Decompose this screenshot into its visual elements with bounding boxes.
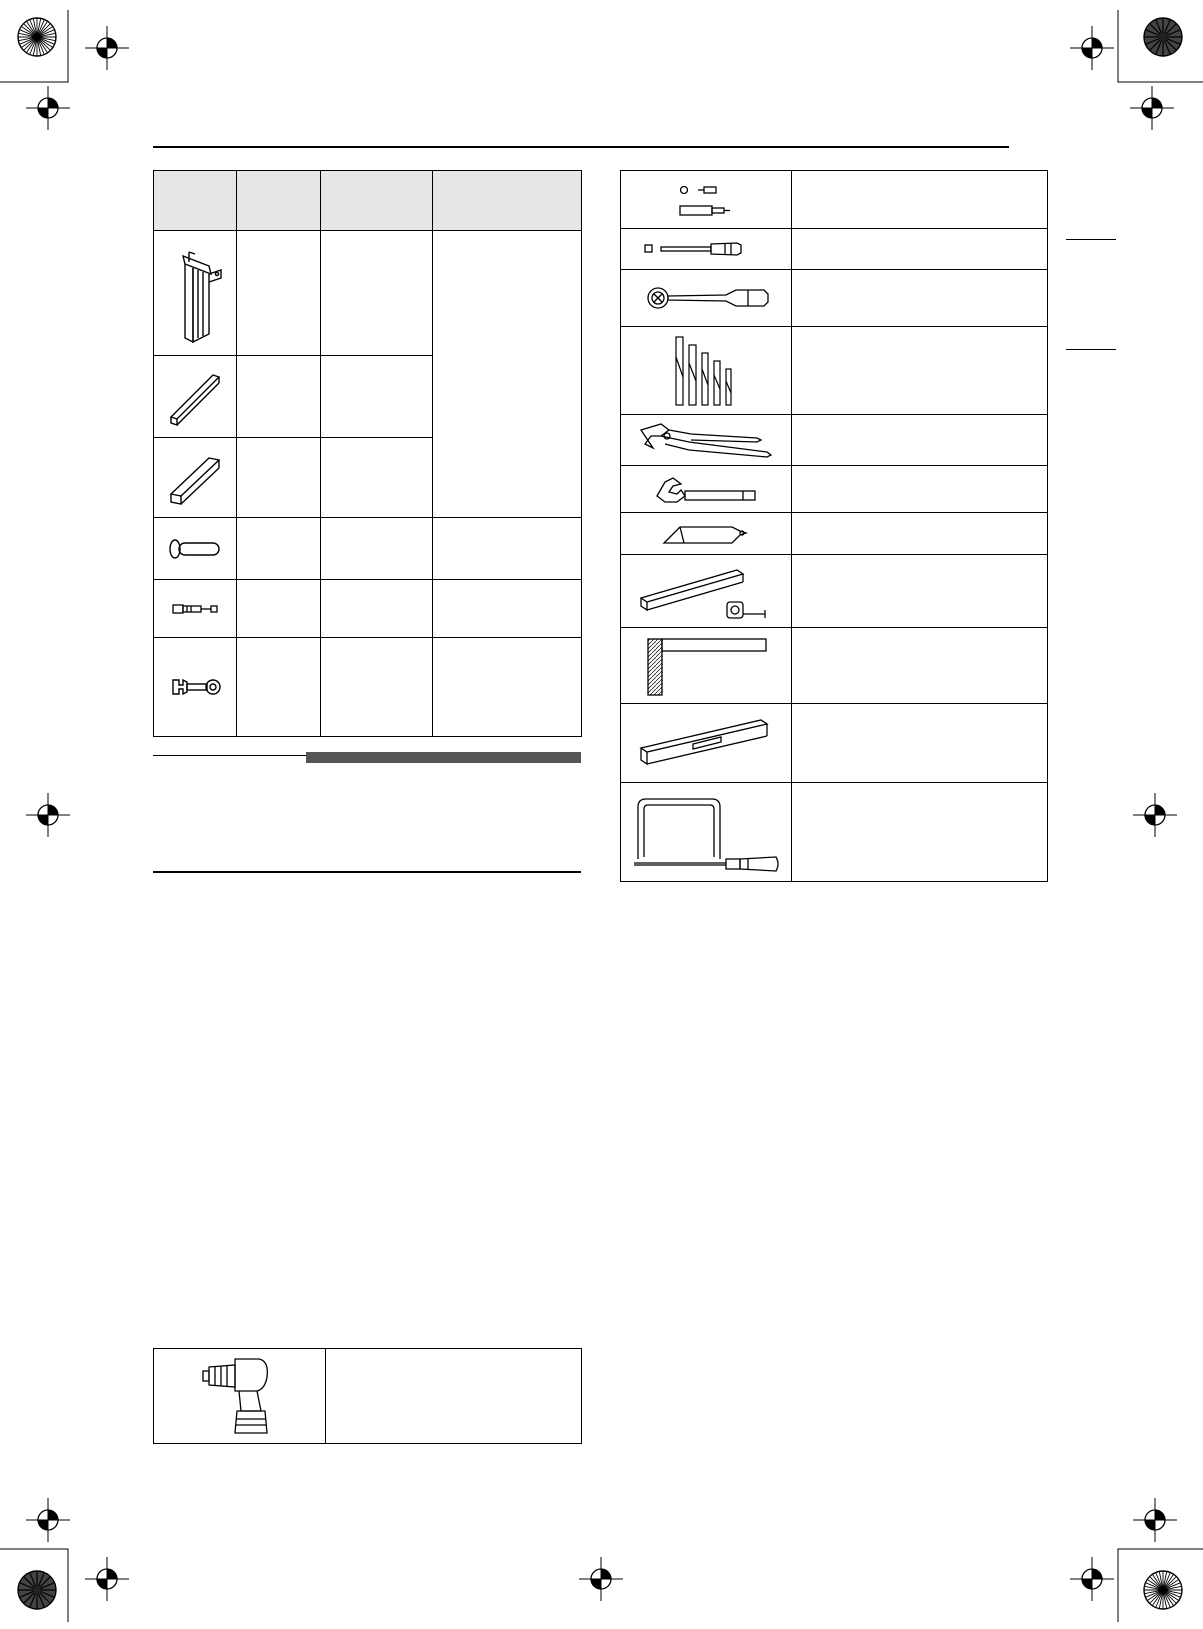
level-icon	[631, 710, 781, 776]
tool-image-cell	[621, 415, 792, 466]
table-row	[621, 555, 1048, 628]
tool-image-cell	[621, 171, 792, 229]
tool-image-cell	[621, 704, 792, 783]
part-cell	[237, 638, 321, 737]
cordless-drill-icon	[195, 1355, 285, 1437]
utility-knife-icon	[656, 519, 756, 549]
tool-image-cell	[621, 513, 792, 555]
part-cell	[433, 638, 582, 737]
table-row	[621, 466, 1048, 513]
foam-strip-icon	[165, 367, 225, 427]
adjustable-wrench-icon	[651, 472, 761, 506]
drill-bits-icon	[666, 333, 746, 409]
table-row	[154, 638, 582, 737]
table-row	[621, 270, 1048, 327]
section-rule	[153, 871, 581, 873]
socket-wrench-icon	[636, 281, 776, 315]
tools-table	[620, 170, 1048, 882]
column-header	[237, 171, 321, 231]
pliers-icon	[631, 420, 781, 460]
side-tab-line	[1066, 349, 1116, 350]
part-cell	[321, 580, 433, 638]
tape-measure-icon	[631, 558, 781, 624]
header-rule	[153, 146, 1009, 148]
coping-saw-icon	[626, 787, 786, 877]
part-cell	[433, 518, 582, 580]
part-cell	[321, 231, 433, 356]
part-image-cell	[154, 518, 237, 580]
part-cell	[237, 356, 321, 438]
tool-image-cell	[621, 327, 792, 415]
column-header	[321, 171, 433, 231]
part-cell	[433, 580, 582, 638]
foam-strip-icon	[165, 448, 225, 508]
tool-cell	[792, 628, 1048, 704]
part-cell	[321, 356, 433, 438]
bracket-icon	[165, 238, 225, 348]
parts-table	[153, 170, 582, 737]
section-bar	[306, 752, 581, 763]
part-cell	[321, 638, 433, 737]
table-row	[621, 628, 1048, 704]
part-cell	[237, 580, 321, 638]
table-row	[621, 513, 1048, 555]
tool-image-cell	[621, 783, 792, 882]
part-image-cell	[154, 231, 237, 356]
parts-table-header	[154, 171, 582, 231]
tool-cell	[792, 171, 1048, 229]
square-icon	[636, 633, 776, 699]
table-row	[621, 327, 1048, 415]
wrench-icon	[165, 672, 225, 702]
part-cell	[433, 231, 582, 518]
tool-cell	[792, 415, 1048, 466]
screwdriver-icon	[641, 237, 771, 261]
driver-bits-icon	[666, 178, 746, 222]
tool-cell	[792, 704, 1048, 783]
table-row	[154, 231, 582, 356]
pin-icon	[165, 599, 225, 619]
hinge-pin-icon	[165, 534, 225, 564]
tool-cell	[792, 513, 1048, 555]
table-row	[621, 783, 1048, 882]
part-image-cell	[154, 638, 237, 737]
part-cell	[237, 518, 321, 580]
tool-image-cell	[621, 466, 792, 513]
table-row	[621, 704, 1048, 783]
table-row	[154, 518, 582, 580]
tool-image-cell	[621, 270, 792, 327]
tool-image-cell	[154, 1349, 326, 1444]
tool-cell	[326, 1349, 582, 1444]
table-row	[621, 171, 1048, 229]
part-cell	[321, 518, 433, 580]
tool-cell	[792, 270, 1048, 327]
tool-cell	[792, 327, 1048, 415]
side-tab-line	[1066, 239, 1116, 240]
tool-cell	[792, 555, 1048, 628]
drill-table	[153, 1348, 582, 1444]
tool-image-cell	[621, 229, 792, 270]
tool-cell	[792, 229, 1048, 270]
part-image-cell	[154, 356, 237, 438]
tool-image-cell	[621, 555, 792, 628]
part-cell	[321, 438, 433, 518]
table-row	[154, 1349, 582, 1444]
column-header	[154, 171, 237, 231]
part-cell	[237, 231, 321, 356]
table-row	[154, 580, 582, 638]
table-row	[621, 229, 1048, 270]
tool-cell	[792, 783, 1048, 882]
part-image-cell	[154, 580, 237, 638]
part-cell	[237, 438, 321, 518]
tool-cell	[792, 466, 1048, 513]
table-row	[621, 415, 1048, 466]
part-image-cell	[154, 438, 237, 518]
column-header	[433, 171, 582, 231]
tool-image-cell	[621, 628, 792, 704]
